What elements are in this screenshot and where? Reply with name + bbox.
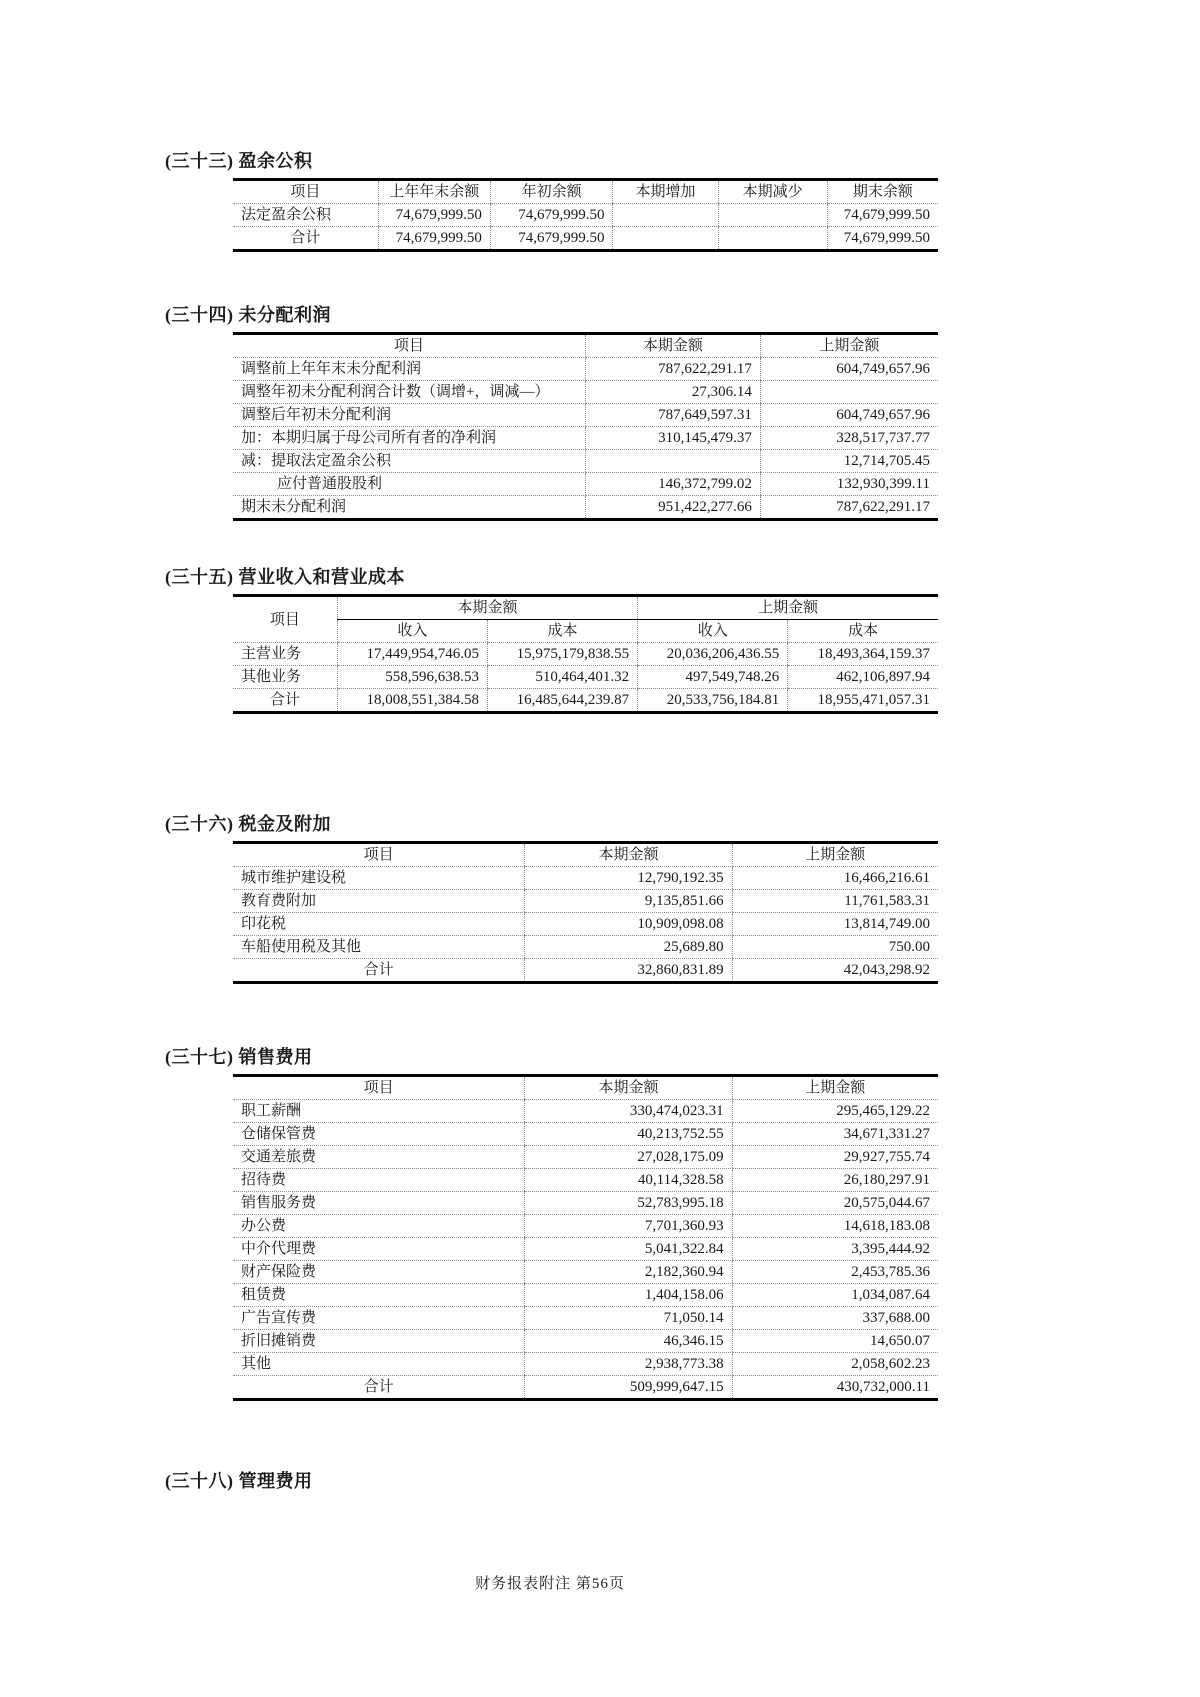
column-header: 本期减少 — [718, 180, 827, 204]
cell-value: 27,028,175.09 — [525, 1146, 732, 1169]
column-header: 收入 — [337, 620, 487, 643]
row-label: 法定盈余公积 — [233, 204, 378, 227]
table-row — [233, 1169, 938, 1192]
cell-value: 52,783,995.18 — [525, 1192, 732, 1215]
section-title: 盈余公积 — [238, 151, 313, 171]
cell-value: 330,474,023.31 — [525, 1100, 732, 1123]
cell-value: 10,909,098.08 — [525, 913, 732, 936]
row-label: 合计 — [233, 959, 525, 983]
table-row — [233, 204, 938, 227]
cell-value: 20,533,756,184.81 — [638, 689, 788, 713]
section-number: (三十五) — [165, 567, 234, 587]
table-row — [233, 1123, 938, 1146]
cell-value: 27,306.14 — [586, 381, 761, 404]
table-selling-expenses — [233, 1074, 938, 1401]
cell-value: 9,135,851.66 — [525, 890, 732, 913]
header-row — [233, 620, 938, 643]
section-heading — [165, 150, 945, 172]
table-row — [233, 1146, 938, 1169]
cell-value: 74,679,999.50 — [378, 227, 490, 251]
section-heading — [165, 1046, 945, 1068]
row-label: 招待费 — [233, 1169, 525, 1192]
cell-value: 40,213,752.55 — [525, 1123, 732, 1146]
cell-value: 310,145,479.37 — [586, 427, 761, 450]
table-row — [233, 404, 938, 427]
row-label: 调整前上年年末未分配利润 — [233, 358, 586, 381]
cell-value — [586, 450, 761, 473]
cell-value: 2,058,602.23 — [732, 1353, 938, 1376]
cell-value: 951,422,277.66 — [586, 496, 761, 520]
section-heading — [165, 1470, 945, 1492]
table-surplus-reserve — [233, 178, 938, 252]
cell-value: 787,649,597.31 — [586, 404, 761, 427]
notes-sections-container — [165, 150, 945, 1498]
row-label: 合计 — [233, 689, 337, 713]
cell-value: 1,034,087.64 — [732, 1284, 938, 1307]
cell-value — [613, 204, 718, 227]
cell-value: 430,732,000.11 — [732, 1376, 938, 1400]
header-row — [233, 180, 938, 204]
cell-value: 787,622,291.17 — [760, 496, 938, 520]
section-selling-expenses — [165, 1046, 945, 1401]
footer-text: 财务报表附注 第56页 — [475, 1576, 625, 1592]
table-row — [233, 1353, 938, 1376]
column-header: 项目 — [233, 596, 337, 643]
row-label: 交通差旅费 — [233, 1146, 525, 1169]
table-row — [233, 1284, 938, 1307]
cell-value: 12,790,192.35 — [525, 867, 732, 890]
table-row — [233, 1238, 938, 1261]
cell-value — [718, 204, 827, 227]
column-header: 上期金额 — [760, 334, 938, 358]
column-header: 成本 — [487, 620, 637, 643]
table-row — [233, 959, 938, 983]
row-label: 调整后年初未分配利润 — [233, 404, 586, 427]
cell-value — [718, 227, 827, 251]
row-label: 减：提取法定盈余公积 — [233, 450, 586, 473]
column-header: 项目 — [233, 843, 525, 867]
cell-value: 2,182,360.94 — [525, 1261, 732, 1284]
cell-value: 46,346.15 — [525, 1330, 732, 1353]
cell-value — [760, 381, 938, 404]
table-row — [233, 381, 938, 404]
row-label: 租赁费 — [233, 1284, 525, 1307]
cell-value: 787,622,291.17 — [586, 358, 761, 381]
header-row — [233, 843, 938, 867]
row-label: 财产保险费 — [233, 1261, 525, 1284]
cell-value: 34,671,331.27 — [732, 1123, 938, 1146]
cell-value: 509,999,647.15 — [525, 1376, 732, 1400]
table-row — [233, 1330, 938, 1353]
section-title: 未分配利润 — [238, 305, 331, 325]
cell-value: 462,106,897.94 — [788, 666, 938, 689]
row-label: 广告宣传费 — [233, 1307, 525, 1330]
cell-value: 74,679,999.50 — [827, 227, 938, 251]
section-heading — [165, 566, 945, 588]
cell-value: 11,761,583.31 — [732, 890, 938, 913]
cell-value — [613, 227, 718, 251]
section-number: (三十八) — [165, 1471, 234, 1491]
column-header: 本期金额 — [337, 596, 637, 620]
column-header: 本期金额 — [525, 843, 732, 867]
row-label: 办公费 — [233, 1215, 525, 1238]
column-header: 项目 — [233, 334, 586, 358]
column-header: 上期金额 — [638, 596, 938, 620]
table-row — [233, 666, 938, 689]
column-header: 期末余额 — [827, 180, 938, 204]
table-row — [233, 1215, 938, 1238]
row-label: 期末未分配利润 — [233, 496, 586, 520]
table-row — [233, 913, 938, 936]
header-row — [233, 1076, 938, 1100]
cell-value: 25,689.80 — [525, 936, 732, 959]
cell-value: 7,701,360.93 — [525, 1215, 732, 1238]
section-title: 管理费用 — [238, 1471, 313, 1491]
row-label: 加：本期归属于母公司所有者的净利润 — [233, 427, 586, 450]
cell-value: 42,043,298.92 — [732, 959, 938, 983]
cell-value: 12,714,705.45 — [760, 450, 938, 473]
cell-value: 20,575,044.67 — [732, 1192, 938, 1215]
row-label: 其他业务 — [233, 666, 337, 689]
row-label: 合计 — [233, 227, 378, 251]
table-row — [233, 1192, 938, 1215]
cell-value: 14,618,183.08 — [732, 1215, 938, 1238]
row-label: 调整年初未分配利润合计数（调增+，调减—） — [233, 381, 586, 404]
cell-value: 337,688.00 — [732, 1307, 938, 1330]
section-title: 营业收入和营业成本 — [238, 567, 405, 587]
column-header: 本期金额 — [525, 1076, 732, 1100]
column-header: 上期金额 — [732, 1076, 938, 1100]
cell-value: 750.00 — [732, 936, 938, 959]
table-row — [233, 496, 938, 520]
column-header: 收入 — [638, 620, 788, 643]
row-label: 中介代理费 — [233, 1238, 525, 1261]
cell-value: 497,549,748.26 — [638, 666, 788, 689]
cell-value: 32,860,831.89 — [525, 959, 732, 983]
table-row — [233, 689, 938, 713]
cell-value: 1,404,158.06 — [525, 1284, 732, 1307]
section-heading — [165, 813, 945, 835]
table-row — [233, 358, 938, 381]
section-operating-revenue-cost — [165, 566, 945, 714]
section-number: (三十四) — [165, 305, 234, 325]
column-header: 年初余额 — [490, 180, 613, 204]
table-row — [233, 867, 938, 890]
cell-value: 15,975,179,838.55 — [487, 643, 637, 666]
column-header: 项目 — [233, 180, 378, 204]
section-number: (三十六) — [165, 814, 234, 834]
column-header: 上期金额 — [732, 843, 938, 867]
cell-value: 146,372,799.02 — [586, 473, 761, 496]
header-row — [233, 334, 938, 358]
row-label: 职工薪酬 — [233, 1100, 525, 1123]
cell-value: 604,749,657.96 — [760, 358, 938, 381]
cell-value: 2,938,773.38 — [525, 1353, 732, 1376]
table-row — [233, 1376, 938, 1400]
cell-value: 20,036,206,436.55 — [638, 643, 788, 666]
cell-value: 29,927,755.74 — [732, 1146, 938, 1169]
cell-value: 18,955,471,057.31 — [788, 689, 938, 713]
cell-value: 16,485,644,239.87 — [487, 689, 637, 713]
row-label: 合计 — [233, 1376, 525, 1400]
row-label: 其他 — [233, 1353, 525, 1376]
table-row — [233, 450, 938, 473]
table-row — [233, 227, 938, 251]
table-row — [233, 1261, 938, 1284]
cell-value: 295,465,129.22 — [732, 1100, 938, 1123]
row-label: 销售服务费 — [233, 1192, 525, 1215]
cell-value: 558,596,638.53 — [337, 666, 487, 689]
column-header: 本期增加 — [613, 180, 718, 204]
table-row — [233, 643, 938, 666]
header-row — [233, 596, 938, 620]
cell-value: 3,395,444.92 — [732, 1238, 938, 1261]
row-label: 车船使用税及其他 — [233, 936, 525, 959]
section-taxes-surcharges — [165, 813, 945, 984]
section-admin-expenses — [165, 1470, 945, 1492]
row-label: 折旧摊销费 — [233, 1330, 525, 1353]
cell-value: 26,180,297.91 — [732, 1169, 938, 1192]
section-surplus-reserve — [165, 150, 945, 252]
cell-value: 17,449,954,746.05 — [337, 643, 487, 666]
section-title: 销售费用 — [238, 1047, 313, 1067]
table-row — [233, 936, 938, 959]
cell-value: 74,679,999.50 — [490, 227, 613, 251]
table-row — [233, 427, 938, 450]
cell-value: 5,041,322.84 — [525, 1238, 732, 1261]
column-header: 本期金额 — [586, 334, 761, 358]
cell-value: 16,466,216.61 — [732, 867, 938, 890]
cell-value: 18,008,551,384.58 — [337, 689, 487, 713]
cell-value: 71,050.14 — [525, 1307, 732, 1330]
cell-value: 132,930,399.11 — [760, 473, 938, 496]
table-undistributed-profit — [233, 332, 938, 521]
section-undistributed-profit — [165, 304, 945, 521]
section-number: (三十七) — [165, 1047, 234, 1067]
section-heading — [165, 304, 945, 326]
table-operating-revenue-cost — [233, 594, 938, 714]
section-number: (三十三) — [165, 151, 234, 171]
cell-value: 13,814,749.00 — [732, 913, 938, 936]
row-label: 主营业务 — [233, 643, 337, 666]
cell-value: 40,114,328.58 — [525, 1169, 732, 1192]
cell-value: 74,679,999.50 — [490, 204, 613, 227]
cell-value: 604,749,657.96 — [760, 404, 938, 427]
table-row — [233, 1100, 938, 1123]
table-row — [233, 890, 938, 913]
cell-value: 74,679,999.50 — [378, 204, 490, 227]
table-row — [233, 1307, 938, 1330]
row-label: 应付普通股股利 — [233, 473, 586, 496]
column-header: 上年年末余额 — [378, 180, 490, 204]
section-title: 税金及附加 — [238, 814, 331, 834]
row-label: 城市维护建设税 — [233, 867, 525, 890]
column-header: 项目 — [233, 1076, 525, 1100]
cell-value: 2,453,785.36 — [732, 1261, 938, 1284]
row-label: 仓储保管费 — [233, 1123, 525, 1146]
row-label: 印花税 — [233, 913, 525, 936]
cell-value: 18,493,364,159.37 — [788, 643, 938, 666]
table-taxes-surcharges — [233, 841, 938, 984]
cell-value: 328,517,737.77 — [760, 427, 938, 450]
column-header: 成本 — [788, 620, 938, 643]
table-row — [233, 473, 938, 496]
cell-value: 74,679,999.50 — [827, 204, 938, 227]
cell-value: 14,650.07 — [732, 1330, 938, 1353]
cell-value: 510,464,401.32 — [487, 666, 637, 689]
page-footer — [0, 1572, 1100, 1593]
row-label: 教育费附加 — [233, 890, 525, 913]
